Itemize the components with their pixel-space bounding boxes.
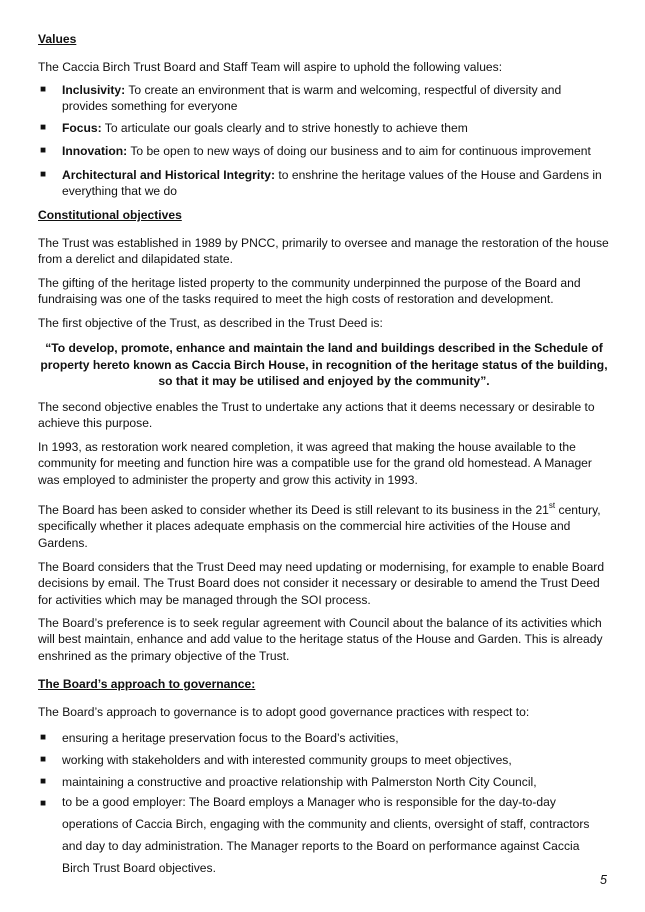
constitutional-p6 — [38, 502, 610, 551]
constitutional-heading: Constitutional objectives — [38, 208, 182, 222]
values-heading: Values — [38, 32, 77, 46]
page-number: 5 — [600, 873, 607, 887]
constitutional-p2: The gifting of the heritage listed property to the community underpinned the purpose of the Board and fundraising was one of the tasks required to meet the high costs of restoration and development. — [38, 276, 581, 307]
trust-deed-quote: “To develop, promote, enhance and maintain the land and buildings described in the Schedule of property hereto known as Caccia Birch House, in recognition of the heritage status of the building, so that it may be utilised and enjoyed by the community”. — [40, 341, 608, 389]
bullet-icon: ■ — [40, 776, 47, 787]
governance-item-text: ensuring a heritage preservation focus to the Board’s activities, — [62, 731, 399, 745]
values-item-body: to enshrine the heritage values of the House and Gardens in everything that we do — [62, 168, 602, 199]
values-item-label: Inclusivity: — [62, 83, 126, 97]
constitutional-p1: The Trust was established in 1989 by PNCC, primarily to oversee and manage the restoration of the house from a derelict and dilapidated state. — [38, 236, 609, 267]
bullet-icon: ■ — [40, 145, 47, 156]
values-item-text — [62, 167, 610, 200]
values-intro: The Caccia Birch Trust Board and Staff Team will aspire to uphold the following values: — [38, 60, 503, 74]
values-item-body: To be open to new ways of doing our business and to aim for continuous improvement — [127, 144, 591, 158]
governance-item-text: maintaining a constructive and proactive relationship with Palmerston North City Council, — [62, 775, 537, 789]
bullet-icon: ■ — [40, 732, 47, 743]
constitutional-p4: The second objective enables the Trust to undertake any actions that it deems necessary or desirable to achieve this purpose. — [38, 400, 595, 431]
bullet-icon: ■ — [40, 798, 47, 809]
p6-superscript: st — [548, 500, 556, 510]
constitutional-p7: The Board considers that the Trust Deed may need updating or modernising, for example to enable Board decisions by email. The Trust Board does not consider it necessary or desirable to amend the Trust Deed for activities which may be managed through the SOI process. — [38, 560, 605, 607]
governance-item-text: working with stakeholders and with interested community groups to meet objectives, — [62, 753, 512, 767]
constitutional-p3: The first objective of the Trust, as described in the Trust Deed is: — [38, 316, 383, 330]
values-item-label: Innovation: — [62, 144, 128, 158]
governance-heading: The Board’s approach to governance: — [38, 677, 256, 691]
governance-item-text: to be a good employer: The Board employs a Manager who is responsible for the day-to-day operations of Caccia Birch, engaging with the community and clients, oversight of staff, contractors and day to day administration. The Manager reports to the Board on performance against Caccia Birch Trust Board objectives. — [62, 795, 590, 875]
bullet-icon: ■ — [40, 169, 47, 180]
bullet-icon: ■ — [40, 84, 47, 95]
values-item-text — [62, 143, 610, 159]
p6-text-a: The Board has been asked to consider whether its Deed is still relevant to its business in the 21 — [38, 503, 549, 517]
p6-text-b: century, specifically whether it places adequate emphasis on the commercial hire activities of the House and Gardens. — [38, 503, 601, 550]
constitutional-p8: The Board’s preference is to seek regular agreement with Council about the balance of its activities which will best maintain, enhance and add value to the heritage status of the House and Garden. This is already enshrined as the primary objective of the Trust. — [38, 616, 603, 663]
governance-intro: The Board’s approach to governance is to adopt good governance practices with respect to: — [38, 705, 530, 719]
values-item-text — [62, 82, 610, 115]
bullet-icon: ■ — [40, 122, 47, 133]
values-item-label: Focus: — [62, 121, 102, 135]
values-item-text — [62, 120, 610, 136]
values-item-body: To create an environment that is warm and welcoming, respectful of diversity and provides something for everyone — [62, 83, 562, 114]
bullet-icon: ■ — [40, 754, 47, 765]
values-item-body: To articulate our goals clearly and to strive honestly to achieve them — [101, 121, 468, 135]
values-item-label: Architectural and Historical Integrity: — [62, 168, 276, 182]
constitutional-p5: In 1993, as restoration work neared completion, it was agreed that making the house available to the community for meeting and function hire was a compatible use for the grand old homestead. A Manager was employed to administer the property and grow this activity in 1993. — [38, 440, 592, 487]
